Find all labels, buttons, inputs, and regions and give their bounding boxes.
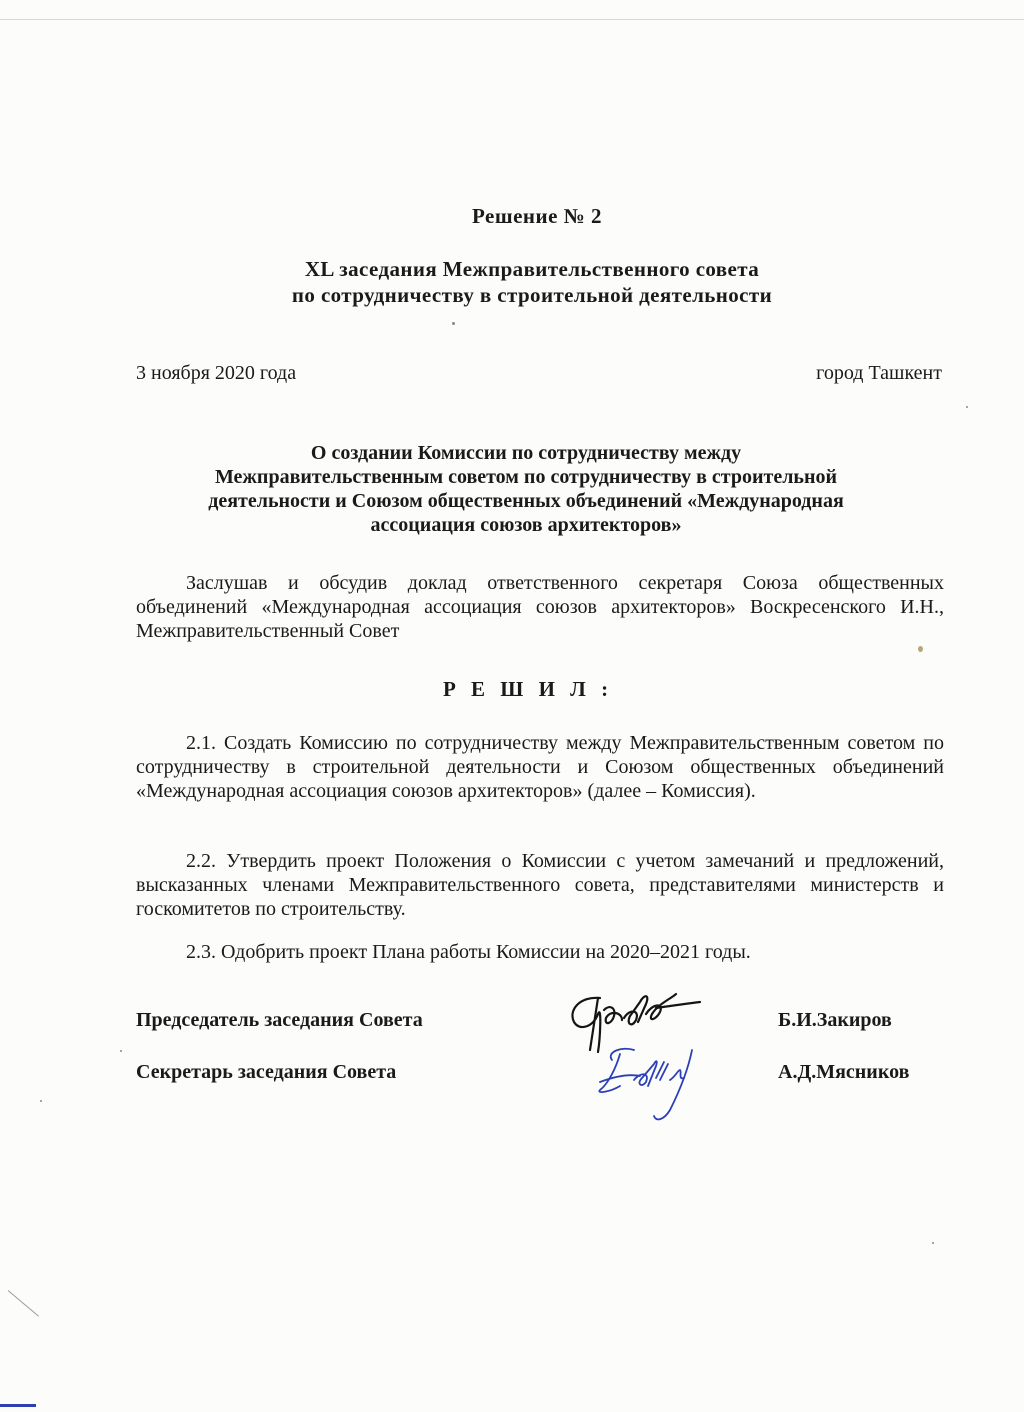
signatory-name: А.Д.Мясников [778,1061,910,1083]
preamble-paragraph: Заслушав и обсудив доклад ответственного секретаря Союза общественных объединений «Международная ассоциация союзов архитекторов» Воскресенского И.Н., Межправительственный Совет [136,572,944,642]
decision-item: 2.1. Создать Комиссию по сотрудничеству между Межправительственным советом по сотрудничеству в строительной деятельности и Союзом общественных объединений «Международная ассоциация союзов архитекторов» (далее – Комиссия). [136,732,944,802]
signatory-role: Секретарь заседания Совета [136,1061,397,1083]
document-subtitle [20,256,1024,308]
decision-item: 2.3. Одобрить проект Плана работы Комиссии на 2020–2021 годы. [186,941,751,963]
chairman-signature [572,994,700,1052]
decision-heading: Р Е Ш И Л : [442,677,614,701]
scan-speck [918,646,923,652]
scan-speck [452,322,455,325]
secretary-signature [599,1049,692,1120]
scan-speck [40,1100,42,1102]
decision-item: 2.2. Утвердить проект Положения о Комиссии с учетом замечаний и предложений, высказанных членами Межправительственного совета, представителями министерств и госкомитетов по строительству. [136,850,944,920]
subject-line: Межправительственным советом по сотрудничеству в строительной [214,466,838,488]
subject-line: ассоциация союзов архитекторов» [370,514,682,536]
scan-edge-line [0,19,1024,20]
scan-speck [120,1050,122,1052]
subject-line: О создании Комиссии по сотрудничеству между [310,442,742,464]
scan-bottom-mark [0,1404,36,1407]
document-title: Решение № 2 [471,204,603,228]
document-date: 3 ноября 2020 года [136,362,297,384]
scan-speck [932,1242,934,1244]
document-city: город Ташкент [816,362,942,384]
signatory-name: Б.И.Закиров [778,1009,892,1031]
scan-speck [966,406,968,408]
decision-subject [14,441,1024,537]
signatory-role: Председатель заседания Совета [136,1009,423,1031]
scan-corner-mark [8,1290,39,1316]
handwritten-signatures [560,980,760,1130]
subtitle-line: по сотрудничеству в строительной деятельности [291,283,773,307]
subject-line: деятельности и Союзом общественных объединений «Международная [208,490,844,512]
subtitle-line: XL заседания Межправительственного совета [304,257,760,281]
